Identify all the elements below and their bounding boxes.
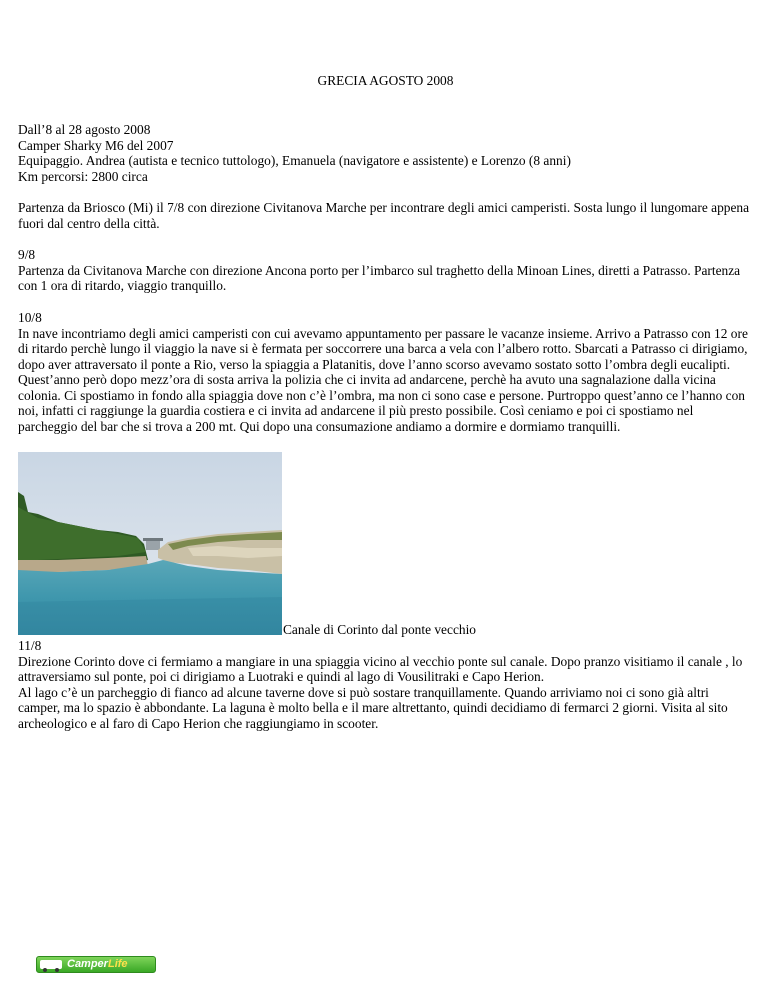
trip-crew: Equipaggio. Andrea (autista e tecnico tuttologo), Emanuela (navigatore e assistente) e Lorenzo (8 anni) bbox=[18, 153, 571, 168]
day-11-section bbox=[18, 638, 750, 731]
day-9-date: 9/8 bbox=[18, 247, 36, 262]
day-11-text-b: Al lago c’è un parcheggio di fianco ad alcune taverne dove si può sostare tranquillamente. Quando arriviamo noi ci sono già altri camper, ma lo spazio è abbondante. La laguna è molto bella e il mare altrettanto, quindi decidiamo di fermarci 2 giorni. Visita al sito archeologico e al faro di Capo Herion che raggiungiamo in scooter. bbox=[18, 684, 728, 731]
photo-row bbox=[18, 452, 753, 636]
logo-word-life: Life bbox=[107, 958, 128, 970]
camperlife-logo bbox=[36, 956, 156, 973]
trip-camper: Camper Sharky M6 del 2007 bbox=[18, 137, 174, 153]
day-9-text: Partenza da Civitanova Marche con direzione Ancona porto per l’imbarco sul traghetto della Minoan Lines, diretti a Patrasso. Partenza con 1 ora di ritardo, viaggio tranquillo. bbox=[18, 262, 741, 293]
corinth-canal-photo bbox=[18, 452, 282, 635]
day-9-section bbox=[18, 247, 750, 294]
day-11-text-a: Direzione Corinto dove ci fermiamo a mangiare in una spiaggia vicino al vecchio ponte sul canale. Dopo pranzo visitiamo il canale , lo attraversiamo sul ponte, poi ci dirigiamo a Luotraki e quindi al lago di Vousilitraki e Capo Herion. bbox=[18, 653, 743, 684]
document-title: GRECIA AGOSTO 2008 bbox=[317, 73, 454, 88]
photo-caption: Canale di Corinto dal ponte vecchio bbox=[283, 622, 476, 637]
trip-info bbox=[18, 122, 750, 184]
departure-paragraph: Partenza da Briosco (Mi) il 7/8 con direzione Civitanova Marche per incontrare degli amici camperisti. Sosta lungo il lungomare appena fuori dal centro della città. bbox=[18, 200, 750, 231]
day-10-section bbox=[18, 310, 750, 434]
camper-van-icon bbox=[40, 960, 62, 969]
logo-word-camper: Camper bbox=[67, 958, 108, 970]
logo-wordmark bbox=[67, 957, 128, 972]
day-11-date: 11/8 bbox=[18, 638, 42, 653]
trip-dates: Dall’8 al 28 agosto 2008 bbox=[18, 122, 151, 137]
day-10-text: In nave incontriamo degli amici camperisti con cui avevamo appuntamento per passare le vacanze insieme. Arrivo a Patrasso con 12 ore di ritardo perchè lungo il viaggio la nave si è fermata per soccorrere una barca a vela con l’albero rotto. Sbarcati a Patrasso ci dirigiamo, dopo aver attraversato il ponte a Rio, verso la spiaggia a Platanitis, dove l’anno scorso avevamo sostato sotto l’ombra degli eucalipti. Quest’anno però dopo mezz’ora di sosta arriva la polizia che ci invita ad andarcene, perchè ha avuto una sagnalazione dalla vicina colonia. Ci spostiamo in fondo alla spiaggia dove non c’è l’ombra, ma non ci sono case e persone. Purtroppo quest’anno ce l’hanno con noi, infatti ci raggiunge la guardia costiera e ci invita ad andarcene il più presto possibile. Così ceniamo e poi ci spostiamo nel parcheggio del bar che si trova a 200 mt. Qui dopo una consumazione andiamo a dormire e dormiamo tranquilli. bbox=[18, 325, 748, 434]
trip-km: Km percorsi: 2800 circa bbox=[18, 168, 148, 184]
day-10-date: 10/8 bbox=[18, 310, 42, 325]
